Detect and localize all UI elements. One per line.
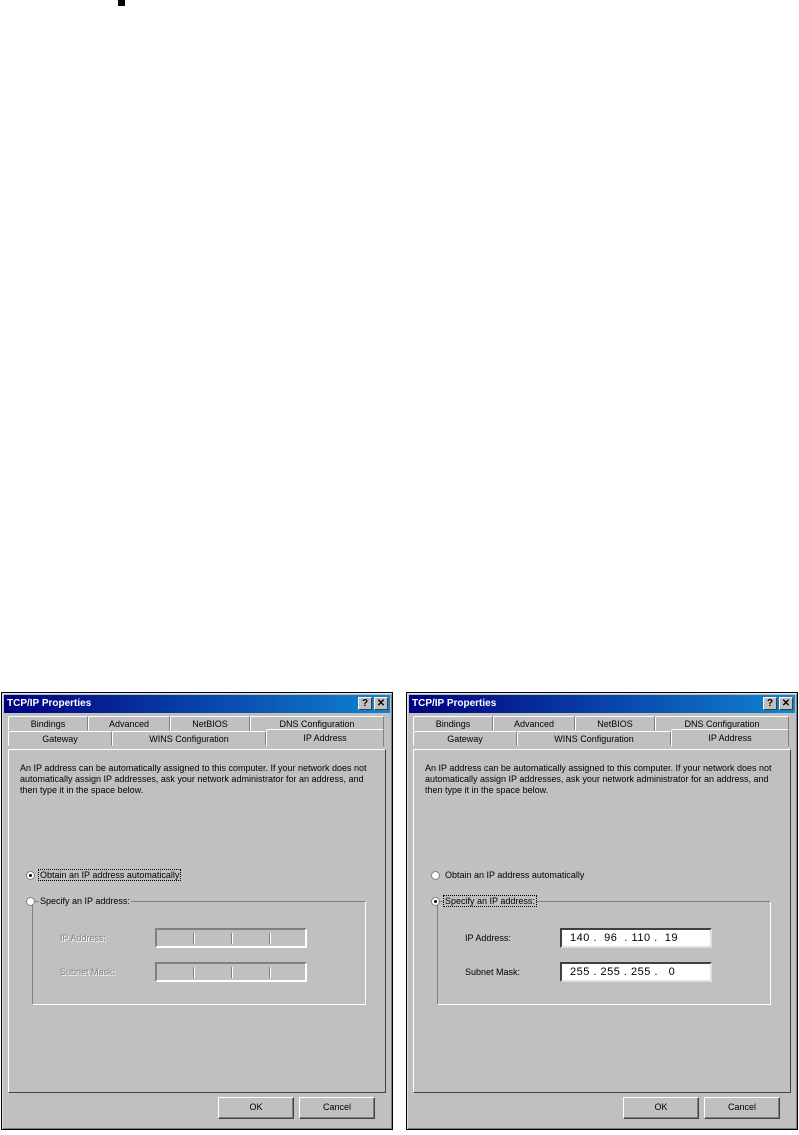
tab-ip-address[interactable]: IP Address (266, 729, 384, 747)
tab-gateway[interactable]: Gateway (413, 731, 517, 746)
ok-button[interactable]: OK (623, 1097, 699, 1119)
radio-label-specify: Specify an IP address: (445, 896, 535, 906)
tab-advanced[interactable]: Advanced (88, 716, 170, 731)
radio-obtain-automatically[interactable] (431, 869, 585, 881)
radio-button-icon[interactable] (26, 871, 35, 880)
help-button[interactable] (358, 697, 372, 710)
subnet-mask-label: Subnet Mask: (465, 967, 521, 977)
description-text: An IP address can be automatically assigned to this computer. If your network does not automatically assign IP addresses, ask your network administrator for an address, and then type it in the space below. (425, 763, 772, 795)
radio-button-icon[interactable] (431, 871, 440, 880)
close-icon: ✕ (781, 698, 791, 709)
tab-dns-configuration[interactable]: DNS Configuration (655, 716, 789, 731)
ok-button[interactable]: OK (218, 1097, 294, 1119)
ip-address-label: IP Address: (60, 933, 106, 943)
radio-specify-ip[interactable] (431, 895, 536, 907)
help-icon: ? (361, 698, 369, 709)
tab-panel (413, 749, 791, 1093)
tab-ip-address[interactable]: IP Address (671, 729, 789, 747)
tcpip-properties-dialog-specified (406, 692, 798, 1130)
dialog-title: TCP/IP Properties (7, 698, 92, 709)
tab-bindings[interactable]: Bindings (413, 716, 493, 731)
ip-address-value: 140 . 96 . 110 . 19 (570, 932, 679, 944)
radio-button-icon[interactable] (431, 897, 440, 906)
cancel-button[interactable]: Cancel (299, 1097, 375, 1119)
title-bar[interactable] (409, 695, 795, 713)
radio-label-auto: Obtain an IP address automatically (445, 870, 585, 880)
radio-button-icon[interactable] (26, 897, 35, 906)
description-text: An IP address can be automatically assigned to this computer. If your network does not automatically assign IP addresses, ask your network administrator for an address, and then type it in the space below. (20, 763, 367, 795)
tab-gateway[interactable]: Gateway (8, 731, 112, 746)
dialog-title: TCP/IP Properties (412, 698, 497, 709)
cancel-button[interactable]: Cancel (704, 1097, 780, 1119)
radio-specify-ip[interactable] (26, 895, 131, 907)
tab-netbios[interactable]: NetBIOS (170, 716, 250, 731)
subnet-mask-label: Subnet Mask: (60, 967, 116, 977)
tab-wins-configuration[interactable]: WINS Configuration (517, 731, 671, 746)
tab-wins-configuration[interactable]: WINS Configuration (112, 731, 266, 746)
tcpip-properties-dialog-auto (1, 692, 393, 1130)
tab-netbios[interactable]: NetBIOS (575, 716, 655, 731)
radio-obtain-automatically[interactable] (26, 869, 180, 881)
subnet-mask-value: 255 . 255 . 255 . 0 (570, 966, 676, 978)
tab-panel (8, 749, 386, 1093)
close-button[interactable] (374, 697, 388, 710)
tab-bindings[interactable]: Bindings (8, 716, 88, 731)
radio-label-auto: Obtain an IP address automatically (40, 870, 180, 880)
radio-label-specify: Specify an IP address: (40, 896, 130, 906)
help-icon: ? (766, 698, 774, 709)
close-icon: ✕ (376, 698, 386, 709)
help-button[interactable] (763, 697, 777, 710)
ip-address-label: IP Address: (465, 933, 511, 943)
tab-dns-configuration[interactable]: DNS Configuration (250, 716, 384, 731)
title-bar[interactable] (4, 695, 390, 713)
tab-advanced[interactable]: Advanced (493, 716, 575, 731)
page-corner-mark (118, 0, 125, 6)
close-button[interactable] (779, 697, 793, 710)
